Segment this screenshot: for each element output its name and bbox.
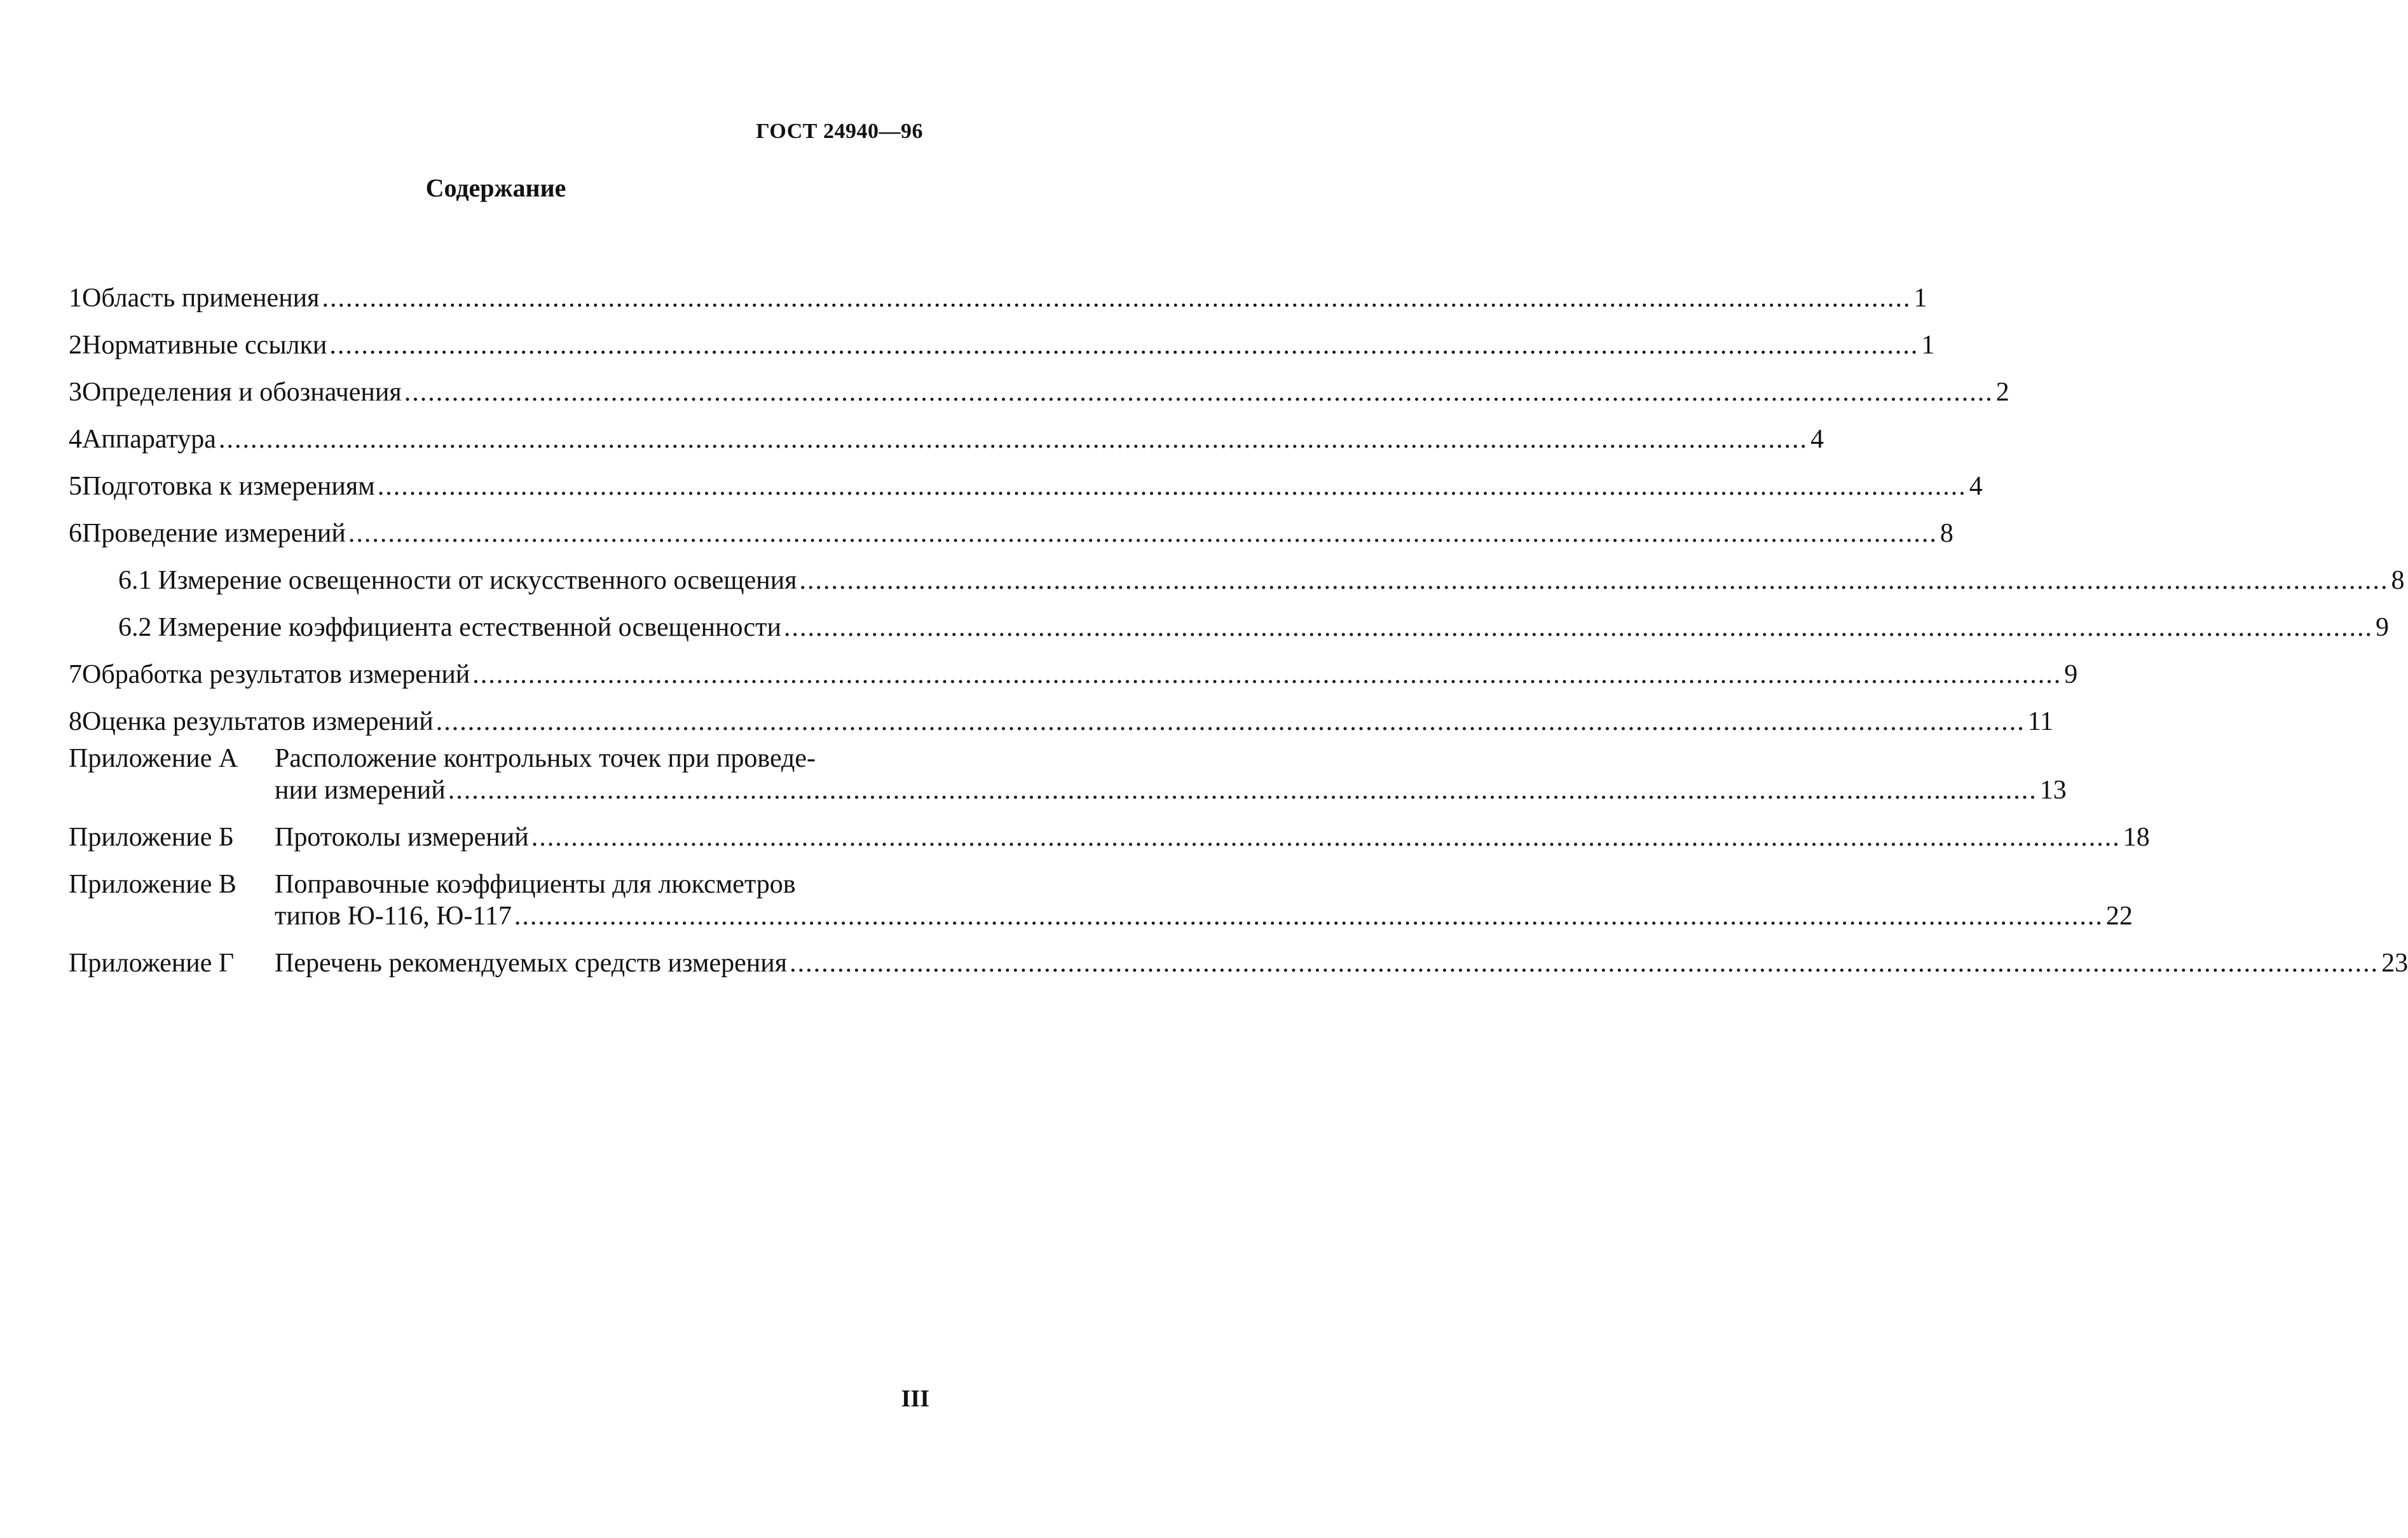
toc-entry-number: 6.2 <box>118 613 152 642</box>
dot-leader <box>348 518 1938 549</box>
toc-entry[interactable] <box>69 408 1824 455</box>
dot-leader <box>404 376 1994 408</box>
dot-leader <box>329 329 1919 361</box>
toc-entry-page: 4 <box>1969 472 1983 501</box>
toc-entry-label: Обработка результатов измерений <box>82 660 470 689</box>
toc-entry[interactable] <box>69 314 1935 361</box>
appendix-page: 13 <box>2039 776 2067 805</box>
toc-entry-label: Область применения <box>82 284 320 313</box>
toc-subentry[interactable] <box>69 596 2389 643</box>
dot-leader <box>514 900 2104 932</box>
toc-entry-page: 2 <box>1995 378 2009 407</box>
appendix-title-line <box>275 774 2067 806</box>
toc-entry[interactable] <box>69 455 1983 502</box>
toc-entry-label: Определения и обозначения <box>82 378 402 407</box>
toc-appendix-v[interactable] <box>69 869 2133 932</box>
toc-entry-page: 1 <box>1921 331 1935 360</box>
toc-entry[interactable] <box>69 361 2009 408</box>
dot-leader <box>378 470 1967 502</box>
appendix-title-line <box>275 821 2150 853</box>
dot-leader <box>219 423 1808 455</box>
toc-entry[interactable] <box>69 690 2054 738</box>
toc-entry-number: 4 <box>69 425 82 454</box>
dot-leader <box>531 821 2121 853</box>
appendix-body <box>275 869 2133 932</box>
appendix-body <box>275 821 2150 853</box>
appendix-body <box>275 743 2067 806</box>
toc-entry-page: 1 <box>1913 284 1927 313</box>
toc-entry-label: Оценка результатов измерений <box>82 707 434 736</box>
toc-entry-number: 6.1 <box>118 566 152 595</box>
appendix-title-line <box>275 869 2133 900</box>
toc-entry[interactable] <box>69 502 1953 549</box>
toc-entry-page: 8 <box>1939 519 1953 548</box>
toc-entry[interactable] <box>69 267 1927 314</box>
appendix-title-part1: Перечень рекомендуемых средств измерения <box>275 949 788 978</box>
toc-subentry[interactable] <box>69 549 2405 596</box>
toc-entry-number: 8 <box>69 707 82 736</box>
dot-leader <box>800 565 2389 596</box>
toc-entry-number: 1 <box>69 284 82 313</box>
toc-entry-page: 4 <box>1810 425 1824 454</box>
dot-leader <box>790 947 2379 979</box>
dot-leader <box>448 774 2037 806</box>
toc-entry-number: 2 <box>69 331 82 360</box>
appendix-name: Приложение Г <box>69 949 235 978</box>
toc-entry-page: 11 <box>2027 707 2054 736</box>
toc-entry-label: Проведение измерений <box>82 519 346 548</box>
toc-entry-label: Подготовка к измерениям <box>82 472 375 501</box>
page-number: III <box>901 1385 929 1412</box>
table-of-contents <box>69 267 2408 994</box>
toc-entry-page: 8 <box>2391 566 2405 595</box>
appendix-name: Приложение А <box>69 744 238 773</box>
appendix-title-part1: Расположение контрольных точек при проведе- <box>275 744 816 773</box>
document-code: ГОСТ 24940—96 <box>756 120 923 143</box>
appendix-page: 22 <box>2105 902 2133 931</box>
toc-title: Содержание <box>425 174 566 202</box>
toc-entry-number: 6 <box>69 519 82 548</box>
toc-appendix-g[interactable] <box>69 947 2408 979</box>
appendix-title-part2: типов Ю-116, Ю-117 <box>275 902 512 931</box>
toc-entry-label: Измерение освещенности от искусственного освещения <box>158 566 797 595</box>
dot-leader <box>436 706 2025 738</box>
toc-entry[interactable] <box>69 643 2078 690</box>
toc-appendix-a[interactable] <box>69 743 2067 806</box>
appendix-title-line <box>275 947 2408 979</box>
toc-entry-number: 7 <box>69 660 82 689</box>
toc-entry-page: 9 <box>2064 660 2078 689</box>
appendix-title-line <box>275 900 2133 932</box>
appendix-title-part1: Поправочные коэффициенты для люксметров <box>275 870 796 899</box>
appendix-body <box>275 947 2408 979</box>
dot-leader <box>784 612 2373 643</box>
toc-entry-number: 3 <box>69 378 82 407</box>
dot-leader <box>322 282 1911 314</box>
appendix-title-part1: Протоколы измерений <box>275 823 529 852</box>
appendix-page: 23 <box>2381 949 2408 978</box>
appendix-title-line <box>275 743 2067 774</box>
toc-entry-label: Измерение коэффициента естественной освещенности <box>158 613 781 642</box>
appendix-name: Приложение Б <box>69 823 235 852</box>
appendix-title-part2: нии измерений <box>275 776 446 805</box>
toc-entry-number: 5 <box>69 472 82 501</box>
toc-entry-label: Нормативные ссылки <box>82 331 327 360</box>
appendix-name: Приложение В <box>69 870 236 899</box>
dot-leader <box>472 659 2062 690</box>
toc-appendix-b[interactable] <box>69 821 2150 853</box>
toc-entry-page: 9 <box>2375 613 2389 642</box>
appendix-page: 18 <box>2123 823 2150 852</box>
toc-entry-label: Аппаратура <box>82 425 216 454</box>
